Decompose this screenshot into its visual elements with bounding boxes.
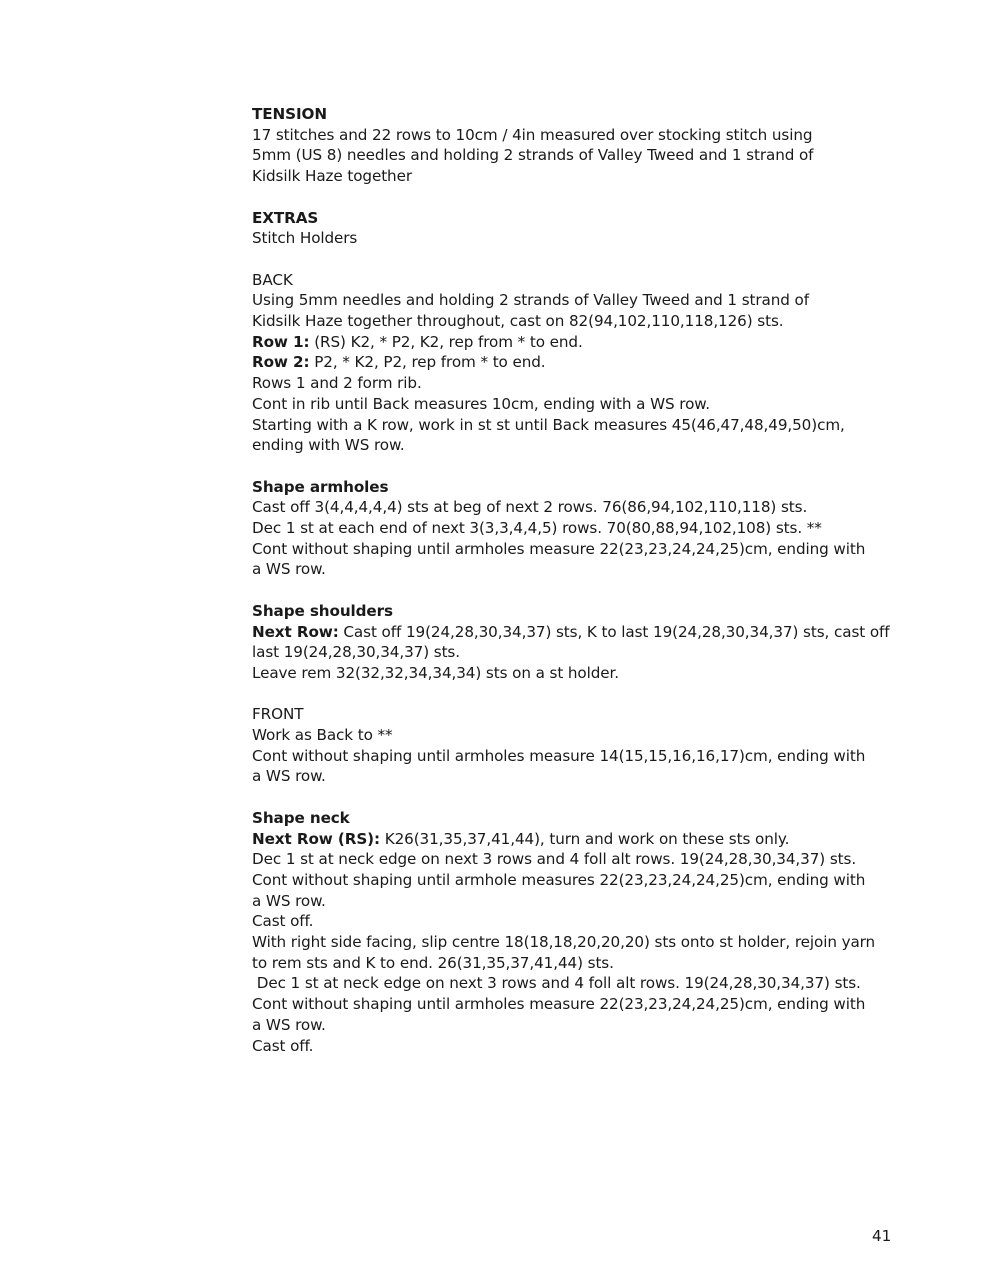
back-line: Kidsilk Haze together throughout, cast on 82(94,102,110,118,126) sts.: [252, 312, 784, 330]
neck-line: to rem sts and K to end. 26(31,35,37,41,44) sts.: [252, 953, 614, 972]
page-number: 41: [872, 1227, 892, 1245]
back-line: Using 5mm needles and holding 2 strands of Valley Tweed and 1 strand of: [252, 291, 809, 310]
row-label: Next Row (RS):: [252, 829, 380, 848]
back-row-2: [252, 352, 902, 373]
shape-armholes-heading: Shape armholes: [252, 477, 389, 496]
row-label: Next Row:: [252, 622, 339, 641]
back-line: ending with WS row.: [252, 436, 405, 455]
front-line: Work as Back to **: [252, 726, 393, 745]
spacer: [252, 684, 902, 705]
neck-line: Cast off.: [252, 1036, 314, 1055]
row-text: K26(31,35,37,41,44), turn and work on these sts only.: [380, 829, 790, 848]
row-text: (RS) K2, * P2, K2, rep from * to end.: [309, 332, 583, 351]
extras-line: Stitch Holders: [252, 229, 358, 248]
shoulders-line: last 19(24,28,30,34,37) sts.: [252, 643, 460, 662]
back-line: Starting with a K row, work in st st until Back measures 45(46,47,48,49,50)cm,: [252, 415, 845, 434]
back-line: Rows 1 and 2 form rib.: [252, 374, 422, 393]
armholes-line: a WS row.: [252, 560, 326, 579]
spacer: [252, 580, 902, 601]
armholes-line: Cont without shaping until armholes measure 22(23,23,24,24,25)cm, ending with: [252, 539, 866, 558]
spacer: [252, 187, 902, 208]
tension-heading: TENSION: [252, 105, 327, 123]
neck-line: Dec 1 st at neck edge on next 3 rows and 4 foll alt rows. 19(24,28,30,34,37) sts.: [252, 850, 857, 869]
spacer: [252, 787, 902, 808]
armholes-line: Dec 1 st at each end of next 3(3,3,4,4,5) rows. 70(80,88,94,102,108) sts. **: [252, 519, 822, 538]
neck-line: Cast off.: [252, 912, 314, 931]
row-text: Cast off 19(24,28,30,34,37) sts, K to last 19(24,28,30,34,37) sts, cast off: [338, 622, 890, 641]
neck-line: Cont without shaping until armhole measures 22(23,23,24,24,25)cm, ending with: [252, 870, 866, 889]
tension-line: Kidsilk Haze together: [252, 167, 412, 186]
back-line: Cont in rib until Back measures 10cm, ending with a WS row.: [252, 394, 710, 413]
back-heading: BACK: [252, 270, 293, 289]
back-row-1: [252, 332, 902, 353]
neck-line: Dec 1 st at neck edge on next 3 rows and 4 foll alt rows. 19(24,28,30,34,37) sts.: [252, 974, 861, 993]
armholes-line: Cast off 3(4,4,4,4,4) sts at beg of next 2 rows. 76(86,94,102,110,118) sts.: [252, 498, 808, 517]
neck-line: With right side facing, slip centre 18(18,18,20,20,20) sts onto st holder, rejoin yarn: [252, 933, 876, 952]
row-label: Row 2:: [252, 353, 310, 372]
row-label: Row 1:: [252, 332, 310, 351]
tension-line: 5mm (US 8) needles and holding 2 strands of Valley Tweed and 1 strand of: [252, 146, 814, 165]
neck-line: a WS row.: [252, 891, 326, 910]
spacer: [252, 456, 902, 477]
pattern-text: [252, 104, 902, 1056]
shoulders-next-row: [252, 622, 902, 643]
shape-neck-heading: Shape neck: [252, 808, 350, 827]
row-text: P2, * K2, P2, rep from * to end.: [309, 353, 546, 372]
neck-line: a WS row.: [252, 1015, 326, 1034]
neck-line: Cont without shaping until armholes measure 22(23,23,24,24,25)cm, ending with: [252, 995, 866, 1014]
shape-shoulders-heading: Shape shoulders: [252, 601, 393, 620]
tension-line: 17 stitches and 22 rows to 10cm / 4in measured over stocking stitch using: [252, 125, 813, 144]
front-line: Cont without shaping until armholes measure 14(15,15,16,16,17)cm, ending with: [252, 746, 866, 765]
neck-next-row: [252, 829, 902, 850]
spacer: [252, 249, 902, 270]
shoulders-line: Leave rem 32(32,32,34,34,34) sts on a st holder.: [252, 663, 620, 682]
front-line: a WS row.: [252, 767, 326, 786]
extras-heading: EXTRAS: [252, 208, 319, 227]
front-heading: FRONT: [252, 705, 304, 724]
